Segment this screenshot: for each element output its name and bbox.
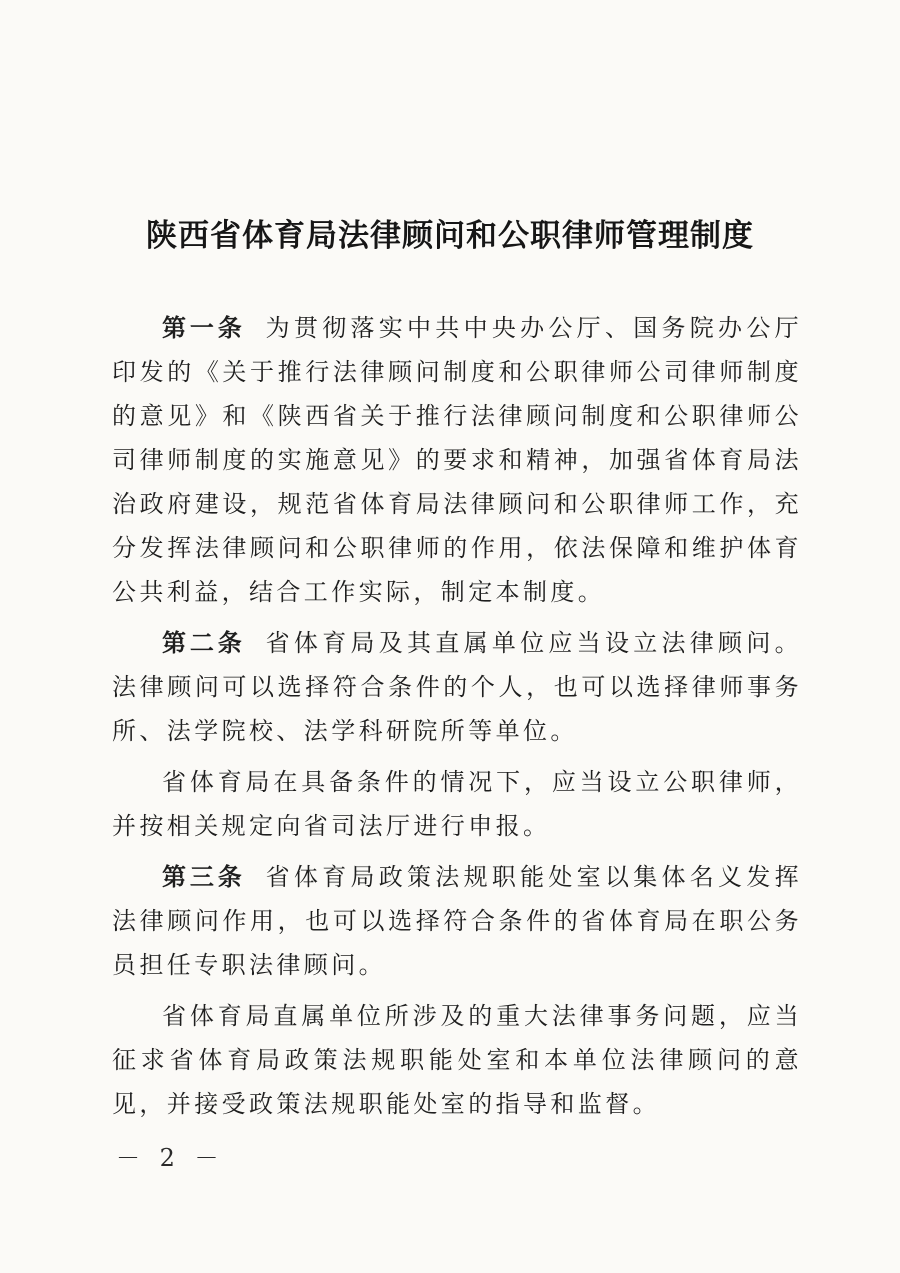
article-3 <box>112 855 802 987</box>
article-3-continuation <box>112 994 802 1126</box>
article-label: 第二条 <box>162 628 246 657</box>
document-title: 陕西省体育局法律顾问和公职律师管理制度 <box>146 218 754 254</box>
article-text: 省体育局及其直属单位应当设立法律顾问。法律顾问可以选择符合条件的个人，也可以选择律师事务所、法学院校、法学科研院所等单位。 <box>112 629 803 745</box>
page-number: － 2 － <box>116 1144 225 1172</box>
article-text: 省体育局政策法规职能处室以集体名义发挥法律顾问作用，也可以选择符合条件的省体育局在职公务员担任专职法律顾问。 <box>112 863 803 979</box>
article-2-continuation <box>112 760 802 848</box>
article-text: 为贯彻落实中共中央办公厅、国务院办公厅印发的《关于推行法律顾问制度和公职律师公司律师制度的意见》和《陕西省关于推行法律顾问制度和公职律师公司律师制度的实施意见》的要求和精神，加强省体育局法治政府建设，规范省体育局法律顾问和公职律师工作，充分发挥法律顾问和公职律师的作用，依法保障和维护体育公共利益，结合工作实际，制定本制度。 <box>112 314 803 606</box>
paragraph-text: 省体育局在具备条件的情况下，应当设立公职律师，并按相关规定向省司法厅进行申报。 <box>112 768 802 840</box>
document-body <box>112 306 802 1133</box>
article-label: 第三条 <box>162 862 246 891</box>
article-2 <box>112 621 802 753</box>
article-1 <box>112 306 802 614</box>
article-label: 第一条 <box>162 313 246 342</box>
paragraph-text: 省体育局直属单位所涉及的重大法律事务问题，应当征求省体育局政策法规职能处室和本单位法律顾问的意见，并接受政策法规职能处室的指导和监督。 <box>112 1002 802 1118</box>
